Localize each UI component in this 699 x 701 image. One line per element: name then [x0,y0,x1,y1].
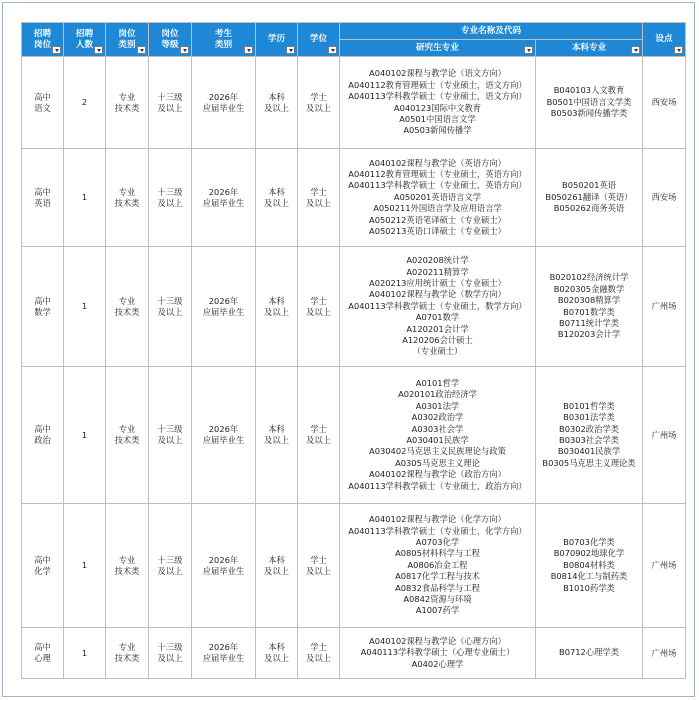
table-row [22,628,686,679]
filter-dropdown-icon[interactable] [524,46,533,54]
grad-major-cell: A040102课程与教学论（心理方向） A040113学科教学硕士（心理专业硕士） A0402心理学 [340,628,536,679]
filter-dropdown-icon[interactable] [52,46,61,54]
recruitment-table [21,22,686,679]
filter-dropdown-icon[interactable] [94,46,103,54]
degree-cell: 学士 及以上 [298,367,340,504]
count-cell: 1 [64,504,106,628]
header-category: 岗位 类别 [106,23,149,57]
ug-major-cell: B050201英语 B050261翻译（英语） B050262商务英语 [536,149,643,247]
header-count: 招聘 人数 [64,23,106,57]
grad-major-cell: A040102课程与教学论（语文方向） A040112教育管理硕士（专业硕士，语文方向） A040113学科教学硕士（专业硕士，语文方向） A040123国际中文教育 A0501中国语言文学 A0503新闻传播学 [340,57,536,149]
category-cell: 专业 技术类 [106,149,149,247]
ug-major-cell: B040103人文教育 B0501中国语言文学类 B0503新闻传播学类 [536,57,643,149]
count-cell: 1 [64,149,106,247]
count-cell: 1 [64,367,106,504]
education-cell: 本科 及以上 [256,628,298,679]
grad-major-cell: A040102课程与教学论（化学方向） A040113学科教学硕士（专业硕士，化学方向） A0703化学 A0805材料科学与工程 A0806冶金工程 A0817化学工程与技术 A0832食品科学与工程 A0842资源与环境 A1007药学 [340,504,536,628]
degree-cell: 学士 及以上 [298,504,340,628]
ug-major-cell: B020102经济统计学 B020305金融数学 B020308精算学 B0701数学类 B0711统计学类 B120203会计学 [536,247,643,367]
category-cell: 专业 技术类 [106,504,149,628]
level-cell: 十三级 及以上 [149,149,192,247]
filter-dropdown-icon[interactable] [137,46,146,54]
degree-cell: 学士 及以上 [298,149,340,247]
site-cell: 广州场 [643,247,686,367]
post-cell: 高中 化学 [22,504,64,628]
grad-major-cell: A040102课程与教学论（英语方向） A040112教育管理硕士（专业硕士，英语方向） A040113学科教学硕士（专业硕士，英语方向） A050201英语语言文学 A050211外国语言学及应用语言学 A050212英语笔译硕士（专业硕士） A050213英语口译硕士（专业硕士） [340,149,536,247]
site-cell: 西安场 [643,149,686,247]
filter-dropdown-icon[interactable] [244,46,253,54]
education-cell: 本科 及以上 [256,247,298,367]
degree-cell: 学士 及以上 [298,247,340,367]
level-cell: 十三级 及以上 [149,504,192,628]
candidate-cell: 2026年 应届毕业生 [192,628,256,679]
education-cell: 本科 及以上 [256,504,298,628]
count-cell: 1 [64,247,106,367]
header-major-group: 专业名称及代码 [340,23,643,40]
candidate-cell: 2026年 应届毕业生 [192,149,256,247]
post-cell: 高中 语文 [22,57,64,149]
table-row [22,247,686,367]
degree-cell: 学士 及以上 [298,628,340,679]
site-cell: 广州场 [643,504,686,628]
level-cell: 十三级 及以上 [149,367,192,504]
filter-dropdown-icon[interactable] [674,46,683,54]
header-education: 学历 [256,23,298,57]
header-candidate: 考生 类别 [192,23,256,57]
ug-major-cell: B0703化学类 B070902地球化学 B0804材料类 B0814化工与制药类 B1010药学类 [536,504,643,628]
candidate-cell: 2026年 应届毕业生 [192,247,256,367]
category-cell: 专业 技术类 [106,247,149,367]
level-cell: 十三级 及以上 [149,57,192,149]
post-cell: 高中 心理 [22,628,64,679]
header-degree: 学位 [298,23,340,57]
count-cell: 1 [64,628,106,679]
grad-major-cell: A0101哲学 A020101政治经济学 A0301法学 A0302政治学 A0303社会学 A030401民族学 A030402马克思主义民族理论与政策 A0305马克思主义理论 A040102课程与教学论（政治方向） A040113学科教学硕士（专业硕士，政治方向） [340,367,536,504]
site-cell: 广州场 [643,628,686,679]
site-cell: 广州场 [643,367,686,504]
ug-major-cell: B0101哲学类 B0301法学类 B0302政治学类 B0303社会学类 B030401民族学 B0305马克思主义理论类 [536,367,643,504]
filter-dropdown-icon[interactable] [631,46,640,54]
candidate-cell: 2026年 应届毕业生 [192,367,256,504]
filter-dropdown-icon[interactable] [328,46,337,54]
header-grad-major: 研究生专业 [340,40,536,57]
level-cell: 十三级 及以上 [149,247,192,367]
level-cell: 十三级 及以上 [149,628,192,679]
header-post: 招聘 岗位 [22,23,64,57]
header-site: 设点 [643,23,686,57]
education-cell: 本科 及以上 [256,149,298,247]
category-cell: 专业 技术类 [106,367,149,504]
filter-dropdown-icon[interactable] [180,46,189,54]
category-cell: 专业 技术类 [106,57,149,149]
candidate-cell: 2026年 应届毕业生 [192,57,256,149]
table-row [22,504,686,628]
education-cell: 本科 及以上 [256,367,298,504]
degree-cell: 学士 及以上 [298,57,340,149]
post-cell: 高中 英语 [22,149,64,247]
header-ug-major: 本科专业 [536,40,643,57]
header-level: 岗位 等级 [149,23,192,57]
table-row [22,367,686,504]
candidate-cell: 2026年 应届毕业生 [192,504,256,628]
count-cell: 2 [64,57,106,149]
table-row [22,57,686,149]
ug-major-cell: B0712心理学类 [536,628,643,679]
site-cell: 西安场 [643,57,686,149]
education-cell: 本科 及以上 [256,57,298,149]
post-cell: 高中 政治 [22,367,64,504]
post-cell: 高中 数学 [22,247,64,367]
table-row [22,149,686,247]
filter-dropdown-icon[interactable] [286,46,295,54]
grad-major-cell: A020208统计学 A020211精算学 A020213应用统计硕士（专业硕士） A040102课程与教学论（数学方向） A040113学科教学硕士（专业硕士，数学方向） A0701数学 A120201会计学 A120206会计硕士 （专业硕士） [340,247,536,367]
category-cell: 专业 技术类 [106,628,149,679]
